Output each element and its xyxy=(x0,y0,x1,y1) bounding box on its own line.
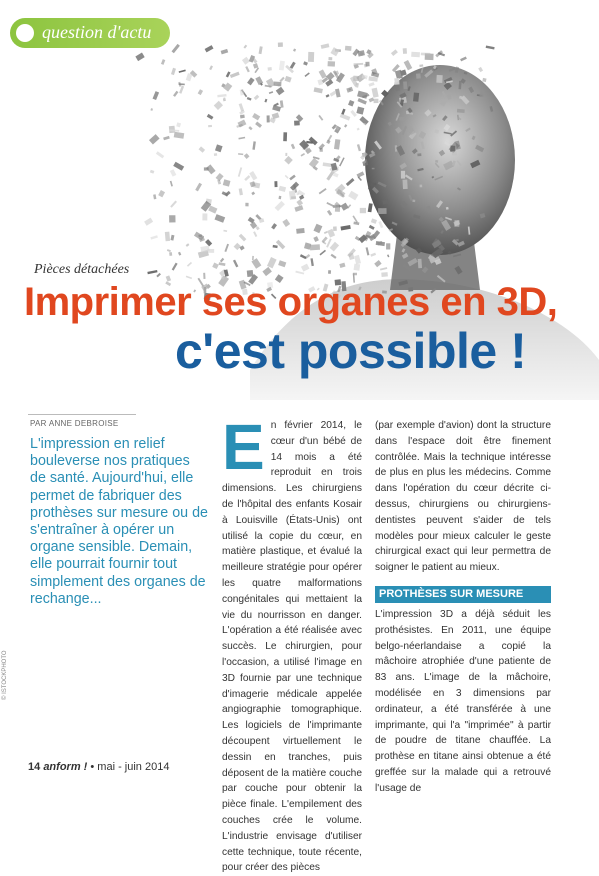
fragment-particle xyxy=(215,214,226,223)
fragment-particle xyxy=(328,270,331,274)
article-column-1 xyxy=(222,411,362,876)
fragment-particle xyxy=(368,82,374,87)
fragment-particle xyxy=(170,181,173,187)
fragment-particle xyxy=(256,226,260,230)
fragment-particle xyxy=(158,190,165,197)
fragment-particle xyxy=(330,47,339,56)
fragment-particle xyxy=(150,235,157,239)
fragment-particle xyxy=(226,71,231,77)
fragment-particle xyxy=(293,49,296,52)
fragment-particle xyxy=(412,199,415,202)
fragment-particle xyxy=(420,185,423,188)
photo-credit: © ISTOCKPHOTO xyxy=(2,650,8,700)
fragment-particle xyxy=(285,76,292,83)
fragment-particle xyxy=(369,97,375,102)
fragment-particle xyxy=(278,42,283,47)
fragment-particle xyxy=(267,257,277,268)
rubric-label: question d'actu xyxy=(42,22,152,42)
fragment-particle xyxy=(357,91,368,99)
fragment-particle xyxy=(240,89,245,95)
fragment-particle xyxy=(186,73,193,81)
fragment-particle xyxy=(341,109,345,115)
fragment-particle xyxy=(366,247,370,255)
fragment-particle xyxy=(340,225,350,231)
fragment-particle xyxy=(279,61,285,71)
fragment-particle xyxy=(238,167,242,177)
fragment-particle xyxy=(357,128,360,131)
fragment-particle xyxy=(478,67,483,72)
fragment-particle xyxy=(167,249,171,252)
fragment-particle xyxy=(273,245,278,248)
fragment-particle xyxy=(406,111,409,115)
fragment-particle xyxy=(144,218,153,226)
fragment-particle xyxy=(344,124,347,127)
fragment-particle xyxy=(244,153,250,159)
fragment-particle xyxy=(403,48,407,54)
fragment-particle xyxy=(416,73,421,78)
fragment-particle xyxy=(411,52,420,58)
fragment-particle xyxy=(285,153,287,156)
fragment-particle xyxy=(294,205,303,212)
fragment-particle xyxy=(294,121,300,126)
fragment-particle xyxy=(214,153,217,156)
fragment-particle xyxy=(354,63,364,65)
fragment-particle xyxy=(326,238,332,247)
fragment-particle xyxy=(357,144,361,151)
fragment-particle xyxy=(253,231,257,237)
fragment-particle xyxy=(170,200,177,207)
fragment-particle xyxy=(354,255,361,264)
fragment-particle xyxy=(215,144,223,152)
fragment-particle xyxy=(172,263,178,271)
fragment-particle xyxy=(399,117,405,121)
fragment-particle xyxy=(334,139,340,150)
fragment-particle xyxy=(460,57,467,62)
fragment-particle xyxy=(376,241,385,246)
fragment-particle xyxy=(301,153,305,157)
fragment-particle xyxy=(233,260,238,268)
fragment-particle xyxy=(161,59,165,65)
fragment-particle xyxy=(278,260,286,267)
article-column-2 xyxy=(375,418,551,797)
fragment-particle xyxy=(318,115,323,121)
fragment-particle xyxy=(326,202,335,208)
fragment-particle xyxy=(267,115,270,122)
fragment-particle xyxy=(303,61,308,65)
fragment-particle xyxy=(330,242,339,252)
fragment-particle xyxy=(370,253,376,257)
fragment-particle xyxy=(186,276,192,279)
fragment-particle xyxy=(198,89,203,95)
magazine-brand: anform ! xyxy=(43,761,88,773)
fragment-particle xyxy=(369,225,375,230)
fragment-particle xyxy=(280,100,284,108)
fragment-particle xyxy=(272,105,281,112)
fragment-particle xyxy=(356,107,364,115)
fragment-particle xyxy=(295,271,304,275)
fragment-particle xyxy=(452,151,457,155)
fragment-particle xyxy=(353,273,357,276)
fragment-particle xyxy=(327,135,332,142)
fragment-particle xyxy=(238,153,243,155)
fragment-particle xyxy=(214,101,223,110)
fragment-particle xyxy=(357,98,366,105)
fragment-particle xyxy=(289,175,296,181)
fragment-particle xyxy=(217,94,226,97)
byline-divider xyxy=(28,414,136,415)
fragment-particle xyxy=(223,179,231,186)
fragment-particle xyxy=(404,60,413,70)
fragment-particle xyxy=(150,108,153,111)
fragment-particle xyxy=(380,267,387,270)
fragment-particle xyxy=(314,87,323,93)
fragment-particle xyxy=(199,146,206,152)
fragment-particle xyxy=(310,244,320,250)
fragment-particle xyxy=(403,180,408,190)
fragment-particle xyxy=(247,270,254,277)
fragment-particle xyxy=(403,81,407,89)
fragment-particle xyxy=(174,132,185,139)
fragment-particle xyxy=(195,183,202,192)
fragment-particle xyxy=(224,244,229,252)
fragment-particle xyxy=(330,91,337,97)
fragment-particle xyxy=(319,188,327,194)
fragment-particle xyxy=(278,196,281,200)
fragment-particle xyxy=(245,203,248,207)
intro-paragraph: L'impression en relief bouleverse nos pratiques de santé. Aujourd'hui, elle permet de fabriquer des prothèses sur mesure ou de s'entraîner à opérer un organe sensible. Demain, elle pourrait fournir tout simplement des organes de rechange... xyxy=(30,436,209,607)
fragment-particle xyxy=(319,69,327,78)
fragment-particle xyxy=(321,43,330,49)
fragment-particle xyxy=(308,52,314,62)
fragment-particle xyxy=(296,199,303,206)
fragment-particle xyxy=(178,252,181,256)
fragment-particle xyxy=(163,136,170,140)
fragment-particle xyxy=(296,228,305,234)
fragment-particle xyxy=(328,61,336,66)
fragment-particle xyxy=(291,144,295,150)
fragment-particle xyxy=(331,254,337,259)
fragment-particle xyxy=(323,162,332,167)
fragment-particle xyxy=(371,218,377,224)
fragment-particle xyxy=(274,181,277,187)
fragment-particle xyxy=(206,164,216,174)
fragment-particle xyxy=(208,125,212,127)
issue-date: • mai - juin 2014 xyxy=(90,761,170,773)
fragment-particle xyxy=(150,170,155,174)
fragment-particle xyxy=(172,44,180,53)
column-1-text: n février 2014, le cœur d'un bébé de 14 mois a été reproduit en trois dimensions. Les chirurgiens de l'hôpital des enfants Kosair à Louisville (États-Unis) ont utilisé la copie du cœur, en matière plastique, et évalué la meilleure stratégie pour opérer les quatre malformations congénitales qui mettaient la vie du nourrisson en danger. L'opération a été réalisée avec succès. Le chirurgien, pour l'occasion, a utilisé l'image en 3D fournie par une technique d'imagerie médicale appelée angiographie tomographique. Les logiciels de l'imprimante découpent virtuellement le dessin en tranches, puis déposent de la matière couche par couche pour obtenir la pièce finale. L'empilement des couches crée le volume. L'industrie envisage d'utiliser cette technique, toute récente, pour créer des pièces xyxy=(222,420,362,874)
fragment-particle xyxy=(290,62,296,69)
fragment-particle xyxy=(224,269,229,276)
fragment-particle xyxy=(317,79,323,85)
fragment-particle xyxy=(353,222,359,226)
fragment-particle xyxy=(346,178,355,186)
fragment-particle xyxy=(309,158,319,168)
fragment-particle xyxy=(269,91,273,94)
fragment-particle xyxy=(340,113,351,120)
fragment-particle xyxy=(283,132,287,141)
fragment-particle xyxy=(247,77,255,85)
fragment-particle xyxy=(264,99,267,103)
fragment-particle xyxy=(275,201,285,211)
fragment-particle xyxy=(187,262,192,267)
fragment-particle xyxy=(374,99,379,103)
fragment-particle xyxy=(435,160,438,163)
fragment-particle xyxy=(248,126,252,130)
fragment-particle xyxy=(282,219,290,227)
kicker: Pièces détachées xyxy=(34,262,130,277)
fragment-particle xyxy=(324,231,328,234)
fragment-particle xyxy=(179,70,186,73)
fragment-particle xyxy=(156,273,161,277)
fragment-particle xyxy=(207,114,214,120)
fragment-particle xyxy=(313,224,322,234)
fragment-particle xyxy=(271,223,277,229)
fragment-particle xyxy=(219,262,226,266)
fragment-particle xyxy=(313,236,319,242)
fragment-particle xyxy=(350,110,357,117)
fragment-particle xyxy=(171,68,176,75)
fragment-particle xyxy=(252,113,260,120)
fragment-particle xyxy=(419,64,423,67)
fragment-particle xyxy=(436,75,442,83)
fragment-particle xyxy=(309,137,318,146)
fragment-particle xyxy=(482,78,486,82)
fragment-particle xyxy=(378,208,386,214)
fragment-particle xyxy=(173,162,184,171)
fragment-particle xyxy=(149,134,160,144)
fragment-particle xyxy=(368,203,373,212)
fragment-particle xyxy=(346,87,353,93)
fragment-particle xyxy=(391,49,398,56)
fragment-particle xyxy=(259,46,263,54)
fragment-particle xyxy=(247,97,252,101)
headline-line-1: Imprimer ses organes en 3D, xyxy=(24,280,558,324)
fragment-particle xyxy=(209,65,213,70)
fragment-particle xyxy=(348,100,354,107)
fragment-particle xyxy=(368,76,378,82)
fragment-particle xyxy=(276,87,285,96)
fragment-particle xyxy=(169,252,172,256)
fragment-particle xyxy=(243,45,247,49)
fragment-particle xyxy=(274,82,282,87)
fragment-particle xyxy=(249,171,257,180)
fragment-particle xyxy=(418,259,422,268)
fragment-particle xyxy=(179,83,185,85)
fragment-particle xyxy=(339,157,345,166)
fragment-particle xyxy=(205,239,212,246)
fragment-particle xyxy=(284,156,293,165)
fragment-particle xyxy=(356,171,364,177)
fragment-particle xyxy=(176,122,181,127)
fragment-particle xyxy=(153,194,156,199)
fragment-particle xyxy=(279,77,284,82)
fragment-particle xyxy=(234,243,241,250)
fragment-particle xyxy=(245,66,250,72)
fragment-particle xyxy=(238,137,245,140)
fragment-particle xyxy=(230,72,240,78)
fragment-particle xyxy=(413,92,419,101)
fragment-particle xyxy=(221,49,229,55)
fragment-particle xyxy=(378,221,383,228)
fragment-particle xyxy=(326,94,330,98)
fragment-particle xyxy=(285,175,289,179)
fragment-particle xyxy=(365,62,369,67)
fragment-particle xyxy=(240,115,245,119)
fragment-particle xyxy=(254,95,260,101)
fragment-particle xyxy=(354,264,361,271)
fragment-particle xyxy=(381,272,388,277)
page-number: 14 xyxy=(28,761,41,773)
fragment-particle xyxy=(335,205,340,212)
column-2-text-top: (par exemple d'avion) dont la structure dans l'espace doit être finement contrôlée. Mais la technique intéresse de plus en plus les médecins. Comme dans l'opération du cœur décrite ci-dessus, chirurgiens ou chirurgiens-dentistes peuvent s'aider de tels modèles pour mieux calculer le geste chirurgical exact qui leur permettra de soigner le patient au mieux. xyxy=(375,420,551,574)
fragment-particle xyxy=(242,57,250,65)
fragment-particle xyxy=(394,78,399,85)
fragment-particle xyxy=(328,57,332,60)
fragment-particle xyxy=(386,243,390,249)
fragment-particle xyxy=(202,213,207,220)
fragment-particle xyxy=(421,53,431,56)
fragment-particle xyxy=(304,72,309,77)
fragment-particle xyxy=(372,88,379,98)
fragment-particle xyxy=(401,171,405,179)
fragment-particle xyxy=(244,175,250,181)
byline: PAR ANNE DEBROISE xyxy=(30,419,119,428)
fragment-particle xyxy=(319,250,326,256)
fragment-particle xyxy=(186,243,190,247)
fragment-particle xyxy=(220,258,224,263)
fragment-particle xyxy=(255,122,262,128)
fragment-particle xyxy=(212,263,219,270)
fragment-particle xyxy=(223,82,232,91)
fragment-particle xyxy=(170,235,174,241)
fragment-particle xyxy=(252,256,254,260)
fragment-particle xyxy=(239,234,247,242)
fragment-particle xyxy=(300,254,307,259)
fragment-particle xyxy=(352,215,357,222)
fragment-particle xyxy=(153,91,160,100)
fragment-particle xyxy=(170,169,177,176)
fragment-particle xyxy=(268,67,272,71)
fragment-particle xyxy=(310,258,313,266)
fragment-particle xyxy=(345,46,352,51)
fragment-particle xyxy=(320,148,323,152)
headline-line-2: c'est possible ! xyxy=(175,323,527,379)
fragment-particle xyxy=(156,151,164,158)
fragment-particle xyxy=(279,186,286,192)
fragment-particle xyxy=(203,273,205,279)
fragment-particle xyxy=(348,191,358,201)
fragment-particle xyxy=(169,215,175,222)
fragment-particle xyxy=(217,179,221,184)
fragment-particle xyxy=(291,196,296,199)
fragment-particle xyxy=(135,53,144,62)
fragment-particle xyxy=(339,263,345,268)
fragment-particle xyxy=(457,109,465,113)
column-2-text-bottom: L'impression 3D a déjà séduit les prothésistes. En 2011, une équipe belgo-néerlandaise a copié la mâchoire atrophiée d'une patiente de 83 ans. L'image de la mâchoire, modélisée en 3 dimensions par ordinateur, a été transférée à une imprimante, qui l'a "imprimée" à partir de poudre de titane chauffée. La prothèse en titane ainsi obtenue a été greffée sur la malade qui a retrouvé l'usage de xyxy=(375,608,551,794)
fragment-particle xyxy=(486,46,495,50)
fragment-particle xyxy=(387,254,389,257)
fragment-particle xyxy=(371,72,379,78)
fragment-particle xyxy=(251,192,255,196)
fragment-particle xyxy=(165,232,170,242)
section-heading: PROTHÈSES SUR MESURE xyxy=(375,586,551,603)
drop-cap: E xyxy=(222,411,265,483)
fragment-particle xyxy=(239,188,243,195)
fragment-particle xyxy=(179,86,184,94)
fragment-particle xyxy=(372,168,375,170)
fragment-particle xyxy=(252,141,256,150)
page-footer xyxy=(28,761,169,773)
fragment-particle xyxy=(374,260,381,267)
fragment-particle xyxy=(333,226,337,231)
fragment-particle xyxy=(205,45,214,52)
fragment-particle xyxy=(173,91,178,97)
fragment-particle xyxy=(341,203,349,211)
fragment-particle xyxy=(360,208,366,213)
fragment-particle xyxy=(301,264,310,272)
fragment-particle xyxy=(208,206,217,214)
fragment-particle xyxy=(223,230,227,232)
fragment-particle xyxy=(417,153,421,156)
fragment-particle xyxy=(262,267,271,276)
fragment-particle xyxy=(147,270,157,274)
fragment-particle xyxy=(327,210,332,216)
